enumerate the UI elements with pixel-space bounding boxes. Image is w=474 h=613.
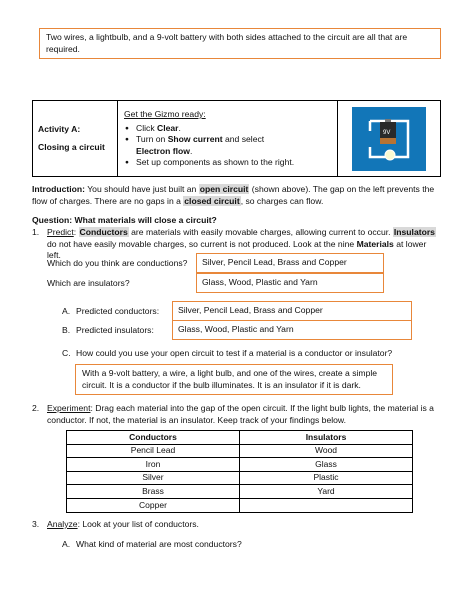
predicted-insulators-label: Predicted insulators: <box>76 325 154 335</box>
setup-step-components: ● Set up components as shown to the right. <box>124 157 331 169</box>
conductors-answer: Silver, Pencil Lead, Brass and Copper <box>202 257 347 267</box>
analyze-a-label: A. <box>62 539 71 549</box>
insulators-header: Insulators <box>240 431 413 445</box>
activity-instructions-cell <box>118 101 338 177</box>
predicted-a-label: A. <box>62 306 71 316</box>
setup-step-clear: ● Click Clear. <box>124 123 331 135</box>
predicted-b-label: B. <box>62 325 71 335</box>
intro-answer-box <box>39 28 441 59</box>
question-3-number: 3. <box>32 519 40 529</box>
intro-answer-text: Two wires, a lightbulb, and a 9-volt battery with both sides attached to the circuit are all that are required. <box>46 32 408 54</box>
insulators-answer-box[interactable] <box>196 273 384 293</box>
conductor-cell[interactable]: Copper <box>67 498 240 512</box>
setup-step-show-current: ● Turn on Show current and select Electron flow. <box>124 134 331 157</box>
conductor-cell[interactable]: Silver <box>67 471 240 485</box>
table-row <box>67 444 413 458</box>
table-row <box>67 485 413 499</box>
analyze-paragraph: Analyze: Look at your list of conductors. <box>47 519 199 529</box>
gizmo-ready-label: Get the Gizmo ready: <box>124 109 206 119</box>
activity-title-cell <box>33 101 118 177</box>
table-row <box>67 458 413 472</box>
predicted-insulators-box[interactable] <box>172 320 412 340</box>
setup-steps <box>124 123 331 169</box>
predicted-conductors-answer: Silver, Pencil Lead, Brass and Copper <box>178 305 323 315</box>
gizmo-image-cell <box>338 101 441 177</box>
gizmo-circuit-image <box>352 107 426 171</box>
predicted-c-label: C. <box>62 348 71 358</box>
test-method-answer-box[interactable] <box>75 364 393 395</box>
conductor-cell[interactable]: Brass <box>67 485 240 499</box>
insulator-cell[interactable]: Plastic <box>240 471 413 485</box>
svg-text:9V: 9V <box>383 130 391 136</box>
predict-paragraph: Predict: Conductors are materials with easily movable charges, allowing current to occur. Insulators do not have easily movable charges, so current is not produced. Look at the nine Materials at lower left. <box>47 227 435 261</box>
activity-subtitle: Closing a circuit <box>38 141 105 152</box>
lightbulb-icon <box>385 150 395 160</box>
question-2-number: 2. <box>32 403 40 413</box>
activity-title: Activity A: <box>38 123 81 134</box>
insulator-cell[interactable] <box>240 498 413 512</box>
table-row <box>67 471 413 485</box>
findings-table <box>66 430 413 513</box>
insulator-cell[interactable]: Wood <box>240 444 413 458</box>
insulator-cell[interactable]: Yard <box>240 485 413 499</box>
predicted-c-question: How could you use your open circuit to test if a material is a conductor or insulator? <box>76 348 393 358</box>
insulators-answer: Glass, Wood, Plastic and Yarn <box>202 277 318 287</box>
conductors-question: Which do you think are conductions? <box>47 258 188 268</box>
analyze-a-question: What kind of material are most conductors? <box>76 539 242 549</box>
introduction-paragraph: Introduction: You should have just built an open circuit (shown above). The gap on the left prevents the flow of charges. There are no gaps in a closed circuit, so charges can flow. <box>32 184 435 206</box>
table-row <box>67 498 413 512</box>
question-1-number: 1. <box>32 227 40 237</box>
predicted-conductors-label: Predicted conductors: <box>76 306 160 316</box>
predicted-conductors-box[interactable] <box>172 301 412 321</box>
findings-header-row <box>67 431 413 445</box>
conductors-answer-box[interactable] <box>196 253 384 273</box>
activity-table <box>32 100 441 177</box>
test-method-answer: With a 9-volt battery, a wire, a light bulb, and one of the wires, create a simple circuit. It is a conductor if the bulb illuminates. It is an insulator if it is dark. <box>82 368 378 390</box>
insulator-cell[interactable]: Glass <box>240 458 413 472</box>
conductor-cell[interactable]: Pencil Lead <box>67 444 240 458</box>
question-heading: Question: What materials will close a circuit? <box>32 215 217 225</box>
conductor-cell[interactable]: Iron <box>67 458 240 472</box>
predicted-insulators-answer: Glass, Wood, Plastic and Yarn <box>178 324 294 334</box>
conductors-header: Conductors <box>67 431 240 445</box>
open-circuit-diagram <box>352 107 426 171</box>
insulators-question: Which are insulators? <box>47 278 130 288</box>
experiment-paragraph: Experiment: Drag each material into the gap of the open circuit. If the light bulb lights, the material is a conductor. If not, the material is an insulator. Keep track of your findings below. <box>47 403 434 425</box>
